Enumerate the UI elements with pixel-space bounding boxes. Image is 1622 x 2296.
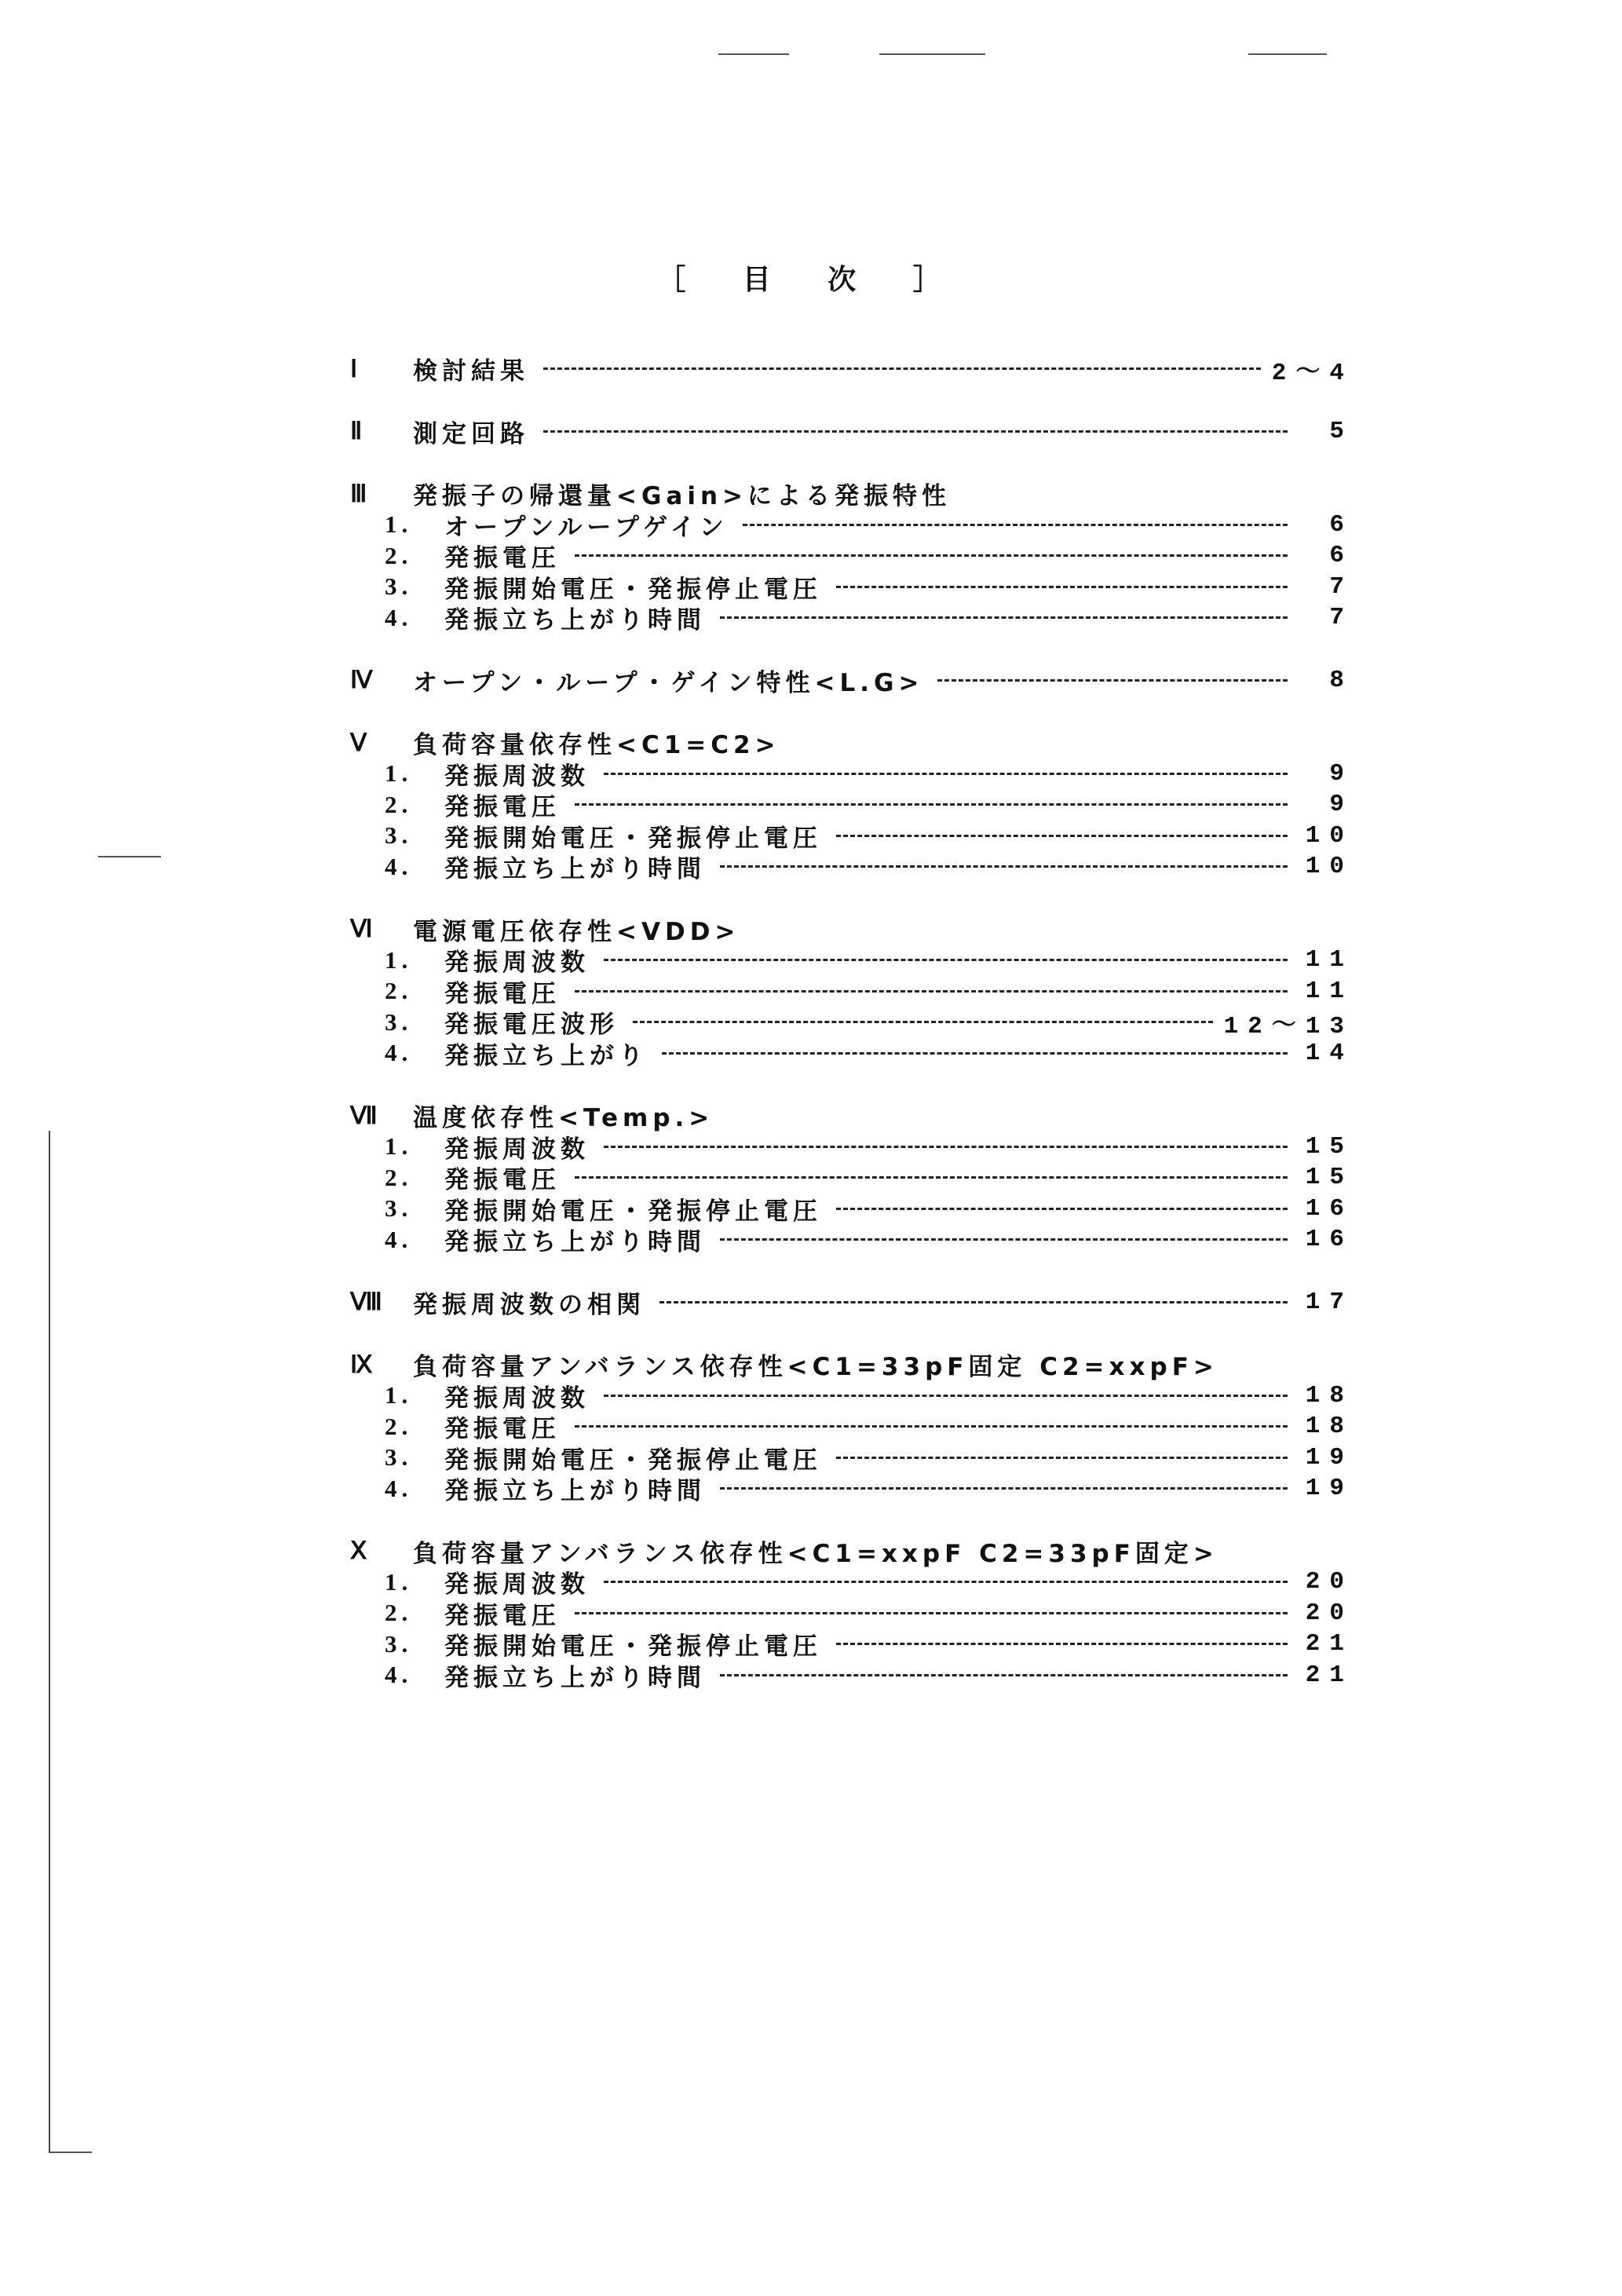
entry-label: 発振周波数 [444,762,590,791]
entry-label: 発振立ち上がり時間 [444,1228,706,1257]
toc-section [350,914,1353,1070]
toc-subitem[interactable] [350,540,1353,573]
page-number: 20 [1305,1599,1353,1627]
dot-leader [720,616,1288,619]
toc-section-heading[interactable] [350,1536,1344,1567]
page-number: 6 [1329,542,1353,570]
entry-number: 3. [385,821,413,850]
entry-number: Ⅹ [350,1537,372,1565]
toc-section-heading[interactable] [350,665,1353,697]
entry-label: 負荷容量アンバランス依存性<C1=33pF固定 C2=xxpF> [413,1353,1218,1382]
entry-label: 発振電圧 [444,1601,561,1630]
page-number: 16 [1305,1194,1353,1223]
entry-label: 発振子の帰還量<Gain>による発振特性 [413,482,952,511]
toc-subitem[interactable] [350,1629,1353,1662]
table-of-contents [350,353,1353,1692]
toc-subitem[interactable] [350,789,1353,822]
dot-leader [836,1643,1288,1645]
toc-subitem[interactable] [350,759,1353,791]
dot-leader [662,1052,1288,1055]
toc-subitem[interactable] [350,1224,1353,1257]
page-number: 14 [1305,1039,1353,1067]
entry-label: 発振周波数 [444,1384,590,1413]
toc-subitem[interactable] [350,976,1353,1008]
dot-leader [543,367,1261,370]
entry-label: オープンループゲイン [444,513,729,542]
dot-leader [836,1457,1288,1459]
scan-edge-line [49,1131,50,2152]
page-number: 2～4 [1271,359,1353,387]
entry-number: Ⅸ [350,1350,378,1378]
scan-artifact [1248,53,1327,55]
toc-subitem[interactable] [350,1194,1353,1226]
entry-label: 測定回路 [413,419,529,448]
entry-number: 1. [385,1132,413,1161]
entry-number: 1. [385,1567,413,1596]
entry-label: 発振電圧 [444,793,561,822]
entry-number: 4. [385,1039,413,1067]
entry-label: 電源電圧依存性<VDD> [413,917,740,946]
toc-section [350,1100,1353,1257]
entry-number: 2. [385,1599,413,1627]
toc-section [350,353,1353,387]
page-number: 21 [1305,1661,1353,1689]
entry-number: 2. [385,1163,413,1191]
toc-subitem[interactable] [350,1598,1353,1630]
toc-section [350,1536,1353,1692]
page-number: 15 [1305,1132,1353,1161]
page-number: 7 [1329,604,1353,632]
dot-leader [575,1176,1288,1179]
toc-subitem[interactable] [350,851,1353,884]
toc-section-heading[interactable] [350,727,1344,759]
dot-leader [836,835,1288,837]
scan-artifact [879,53,985,55]
toc-title: ［ 目 次 ］ [657,264,965,296]
entry-label: 発振電圧 [444,544,561,573]
page-number: 11 [1305,946,1353,974]
toc-section [350,478,1353,635]
page-number: 10 [1305,853,1353,881]
toc-section [350,416,1353,448]
entry-label: 発振立ち上がり時間 [444,1663,706,1692]
dot-leader [720,1487,1288,1490]
page-number: 15 [1305,1164,1353,1192]
toc-subitem[interactable] [350,945,1353,978]
entry-number: 2. [385,541,413,569]
entry-number: Ⅰ [350,354,363,382]
entry-label: 発振立ち上がり [444,1041,648,1070]
entry-label: 発振周波数 [444,1135,590,1164]
entry-number: Ⅱ [350,417,367,445]
dot-leader [604,1581,1288,1583]
dot-leader [575,803,1288,806]
entry-number: 2. [385,790,413,818]
entry-number: 1. [385,759,413,788]
page-number: 6 [1329,510,1353,539]
toc-section [350,727,1353,884]
dot-leader [720,1238,1288,1241]
entry-label: 発振周波数 [444,1570,590,1600]
page-number: 17 [1305,1288,1353,1316]
toc-section-heading[interactable] [350,353,1353,387]
entry-number: Ⅳ [350,666,378,694]
page-number: 8 [1329,666,1353,694]
dot-leader [604,1146,1288,1148]
page-number: 11 [1305,977,1353,1005]
entry-label: 発振電圧 [444,1415,561,1444]
dot-leader [633,1021,1213,1023]
toc-section-heading[interactable] [350,478,1344,510]
page-number: 19 [1305,1443,1353,1472]
entry-number: Ⅲ [350,479,372,507]
toc-section-heading[interactable] [350,914,1344,945]
dot-leader [720,865,1288,868]
page-number: 9 [1329,759,1353,788]
toc-subitem[interactable] [350,510,1353,542]
dot-leader [575,990,1288,993]
entry-label: 発振開始電圧・発振停止電圧 [444,1632,822,1662]
toc-subitem[interactable] [350,1411,1353,1444]
toc-subitem[interactable] [350,1660,1353,1692]
dot-leader [937,679,1288,682]
entry-number: Ⅶ [350,1101,382,1129]
toc-section-heading[interactable] [350,1349,1344,1380]
entry-label: 発振立ち上がり時間 [444,855,706,884]
toc-section [350,665,1353,697]
toc-section-heading[interactable] [350,416,1353,448]
scan-artifact [49,2152,92,2153]
toc-section [350,1349,1353,1506]
page-number: 19 [1305,1475,1353,1503]
toc-subitem[interactable] [350,1442,1353,1475]
entry-number: 3. [385,1194,413,1223]
entry-label: 発振電圧 [444,1166,561,1195]
page-number: 9 [1329,791,1353,819]
entry-label: 発振開始電圧・発振停止電圧 [444,575,822,604]
dot-leader [836,1208,1288,1210]
dot-leader [743,524,1288,526]
entry-number: 3. [385,1443,413,1472]
page-number: 7 [1329,572,1353,601]
toc-section-heading[interactable] [350,1287,1353,1319]
toc-section-heading[interactable] [350,1100,1344,1132]
toc-subitem[interactable] [350,572,1353,604]
entry-label: 検討結果 [413,357,529,386]
entry-label: 発振立ち上がり時間 [444,1477,706,1506]
dot-leader [575,554,1288,557]
page-number: 5 [1329,417,1353,445]
entry-number: 2. [385,1412,413,1440]
entry-label: 発振周波数の相関 [413,1290,645,1319]
entry-number: 2. [385,977,413,1005]
entry-label: 発振電圧波形 [444,1011,619,1040]
page-number: 20 [1305,1568,1353,1596]
toc-subitem[interactable] [350,1007,1353,1040]
toc-subitem[interactable] [350,1567,1353,1600]
entry-label: 発振開始電圧・発振停止電圧 [444,1197,822,1226]
entry-number: 4. [385,1225,413,1253]
toc-subitem[interactable] [350,1473,1353,1506]
toc-subitem[interactable] [350,821,1353,853]
entry-number: 4. [385,1474,413,1502]
dot-leader [543,430,1288,433]
entry-label: 発振立ち上がり時間 [444,606,706,635]
entry-label: 負荷容量依存性<C1=C2> [413,731,780,760]
scan-artifact [718,53,789,55]
entry-number: 4. [385,603,413,631]
entry-number: 4. [385,852,413,880]
dot-leader [604,1395,1288,1397]
toc-subitem[interactable] [350,1038,1353,1070]
entry-label: 発振開始電圧・発振停止電圧 [444,824,822,853]
entry-number: 3. [385,1007,413,1036]
dot-leader [659,1301,1288,1303]
entry-number: Ⅴ [350,728,372,756]
page-number: 21 [1305,1630,1353,1658]
entry-number: 4. [385,1661,413,1689]
toc-subitem[interactable] [350,1162,1353,1195]
entry-number: Ⅵ [350,915,378,943]
dot-leader [604,959,1288,961]
entry-number: 1. [385,945,413,974]
dot-leader [836,586,1288,588]
toc-section [350,1287,1353,1319]
toc-subitem[interactable] [350,1380,1353,1413]
entry-number: 1. [385,510,413,539]
dot-leader [575,1425,1288,1428]
page-number: 16 [1305,1226,1353,1254]
scan-artifact [98,856,161,857]
entry-number: 3. [385,572,413,601]
entry-label: 発振開始電圧・発振停止電圧 [444,1446,822,1475]
entry-number: Ⅷ [350,1288,387,1316]
toc-subitem[interactable] [350,1132,1353,1164]
page-number: 18 [1305,1381,1353,1409]
page-number: 18 [1305,1413,1353,1441]
page-number: 10 [1305,821,1353,850]
page-number: 12～13 [1223,1012,1353,1040]
entry-label: 発振周波数 [444,949,590,978]
dot-leader [604,773,1288,775]
entry-label: 発振電圧 [444,979,561,1008]
entry-number: 1. [385,1381,413,1409]
entry-label: オープン・ループ・ゲイン特性<L.G> [413,668,924,697]
dot-leader [575,1612,1288,1614]
entry-number: 3. [385,1629,413,1658]
dot-leader [720,1674,1288,1676]
entry-label: 温度依存性<Temp.> [413,1104,714,1133]
toc-subitem[interactable] [350,602,1353,635]
entry-label: 負荷容量アンバランス依存性<C1=xxpF C2=33pF固定> [413,1539,1218,1568]
